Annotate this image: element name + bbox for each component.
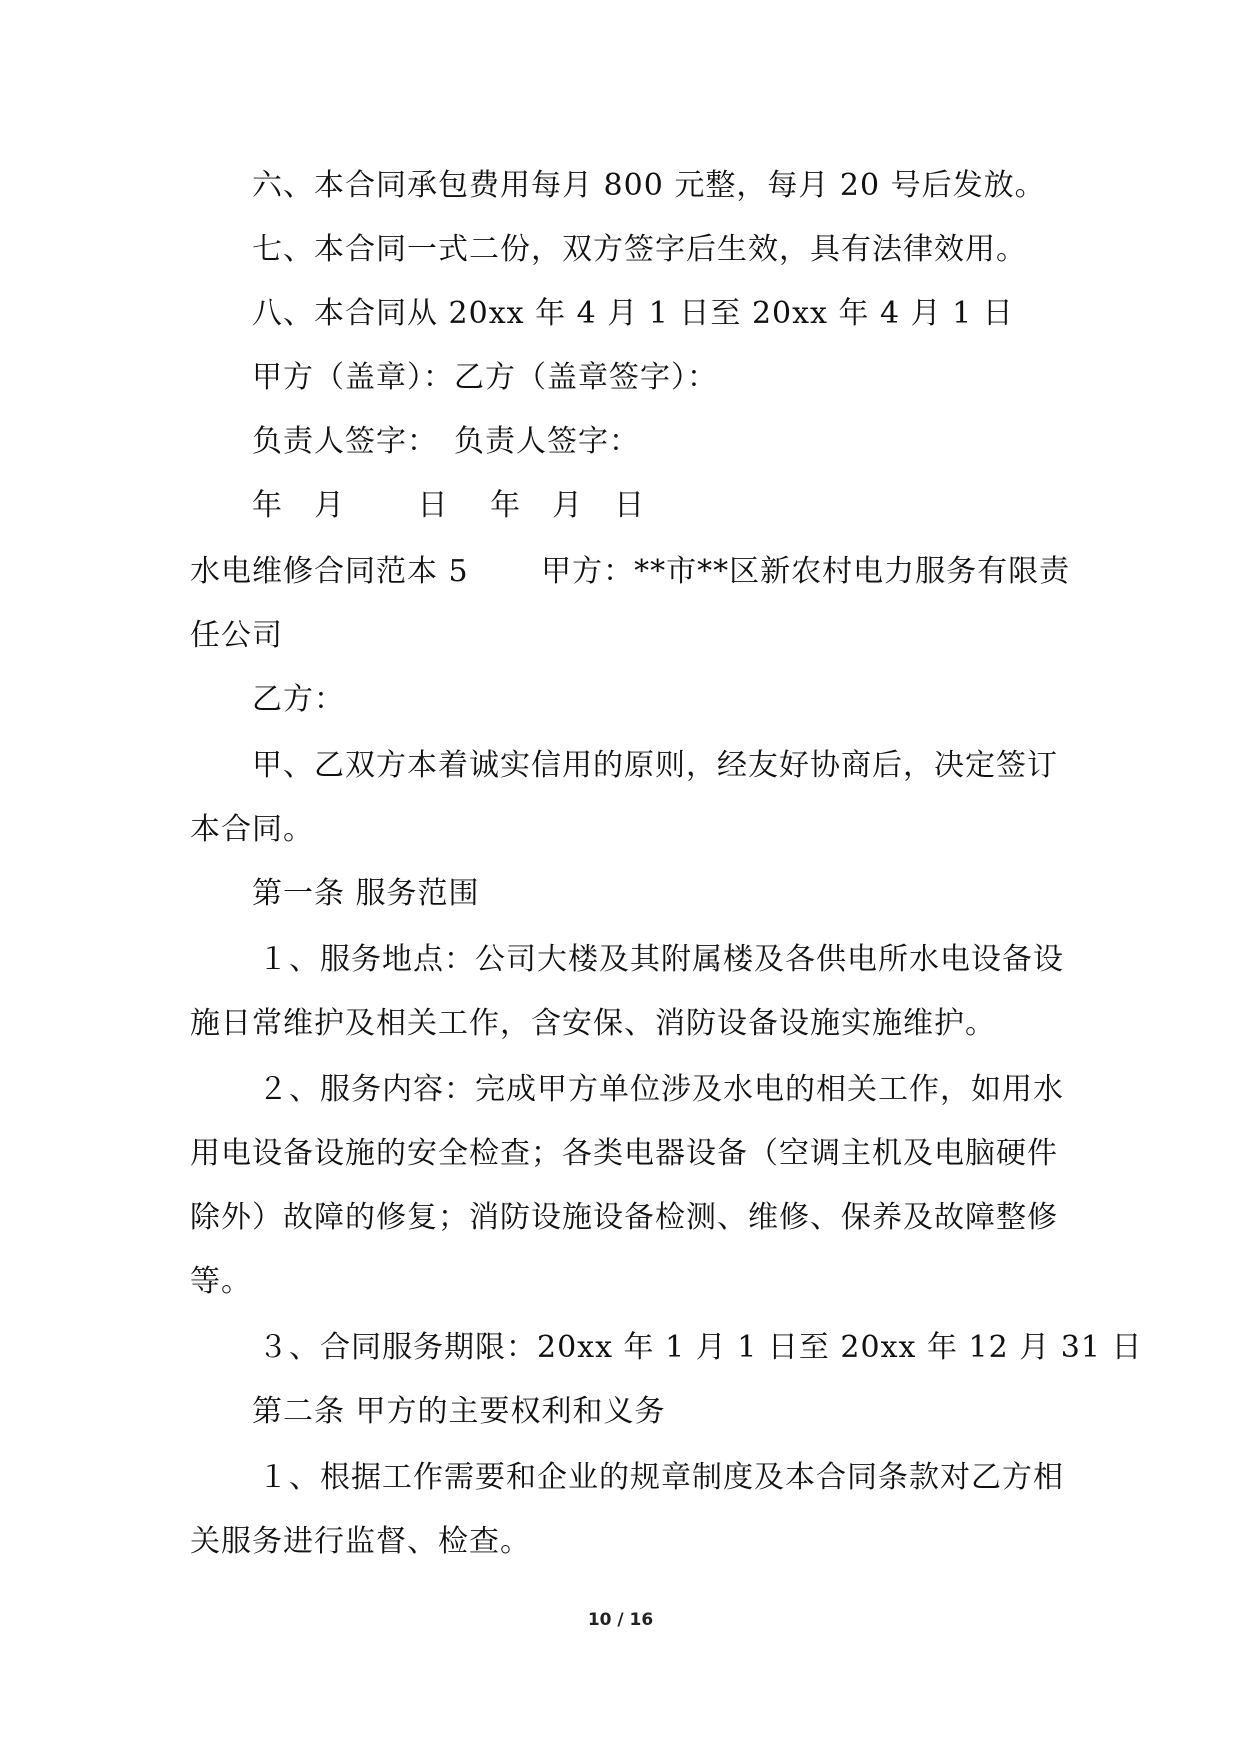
date-line: 年 月 日 年 月 日 (252, 488, 646, 523)
article-one-item-1-line-1: １、服务地点：公司大楼及其附属楼及各供电所水电设备设 (258, 942, 1064, 977)
article-one-heading: 第一条 服务范围 (252, 876, 480, 911)
preamble-line-2: 本合同。 (190, 812, 314, 847)
page-number: 10 / 16 (587, 1610, 654, 1630)
clause-six: 六、本合同承包费用每月 800 元整，每月 20 号后发放。 (252, 168, 1046, 203)
section-title-line: 水电维修合同范本 5 甲方：**市**区新农村电力服务有限责 (190, 554, 1071, 589)
party-a-continued: 任公司 (190, 618, 283, 653)
article-one-item-1-line-2: 施日常维护及相关工作，含安保、消防设备设施实施维护。 (190, 1006, 996, 1041)
party-b-line: 乙方： (252, 682, 345, 717)
article-one-item-2-line-4: 等。 (190, 1264, 252, 1299)
signature-line: 负责人签字： 负责人签字： (252, 424, 640, 459)
article-one-item-2-line-2: 用电设备设施的安全检查；各类电器设备（空调主机及电脑硬件 (190, 1136, 1058, 1171)
article-two-heading: 第二条 甲方的主要权利和义务 (252, 1394, 666, 1429)
article-two-item-1-line-2: 关服务进行监督、检查。 (190, 1524, 531, 1559)
article-one-item-3: ３、合同服务期限：20xx 年 1 月 1 日至 20xx 年 12 月 31 日 (258, 1330, 1143, 1365)
seal-line: 甲方（盖章）：乙方（盖章签字）： (252, 360, 718, 395)
clause-eight: 八、本合同从 20xx 年 4 月 1 日至 20xx 年 4 月 1 日 (252, 296, 1014, 331)
article-one-item-2-line-1: ２、服务内容：完成甲方单位涉及水电的相关工作，如用水 (258, 1072, 1064, 1107)
article-one-item-2-line-3: 除外）故障的修复；消防设施设备检测、维修、保养及故障整修 (190, 1200, 1058, 1235)
preamble-line-1: 甲、乙双方本着诚实信用的原则，经友好协商后，决定签订 (252, 748, 1058, 783)
article-two-item-1-line-1: １、根据工作需要和企业的规章制度及本合同条款对乙方相 (258, 1460, 1064, 1495)
clause-seven: 七、本合同一式二份，双方签字后生效，具有法律效用。 (252, 232, 1027, 267)
